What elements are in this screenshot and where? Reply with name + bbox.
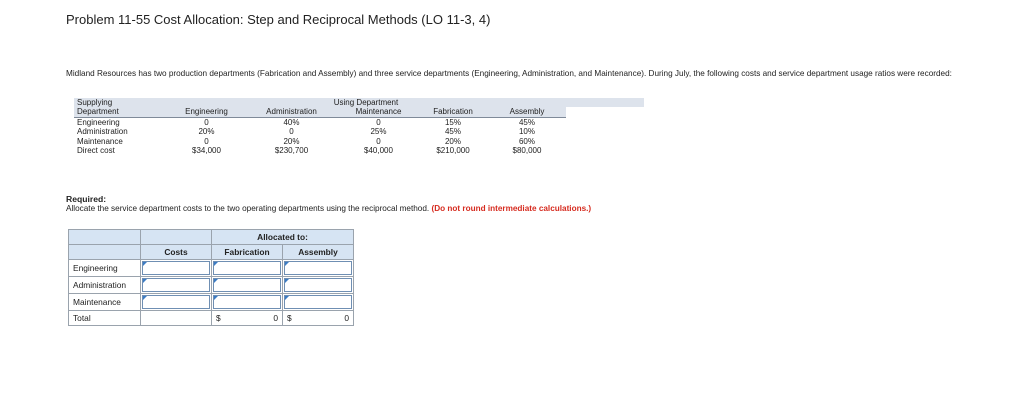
total-fabrication-value: 0 [273, 313, 278, 323]
table-cell: 20% [198, 127, 215, 137]
total-fabrication-currency: $ [216, 313, 221, 323]
table-cell: 0 [376, 136, 381, 146]
assembly-header: Assembly [283, 245, 354, 260]
row-label-administration: Administration [73, 280, 127, 290]
row-label-engineering: Engineering [73, 263, 118, 273]
maintenance-fabrication-input[interactable] [213, 295, 281, 309]
administration-costs-input[interactable] [142, 278, 210, 292]
table-cell: $210,000 [436, 146, 470, 156]
administration-fabrication-input[interactable] [213, 278, 281, 292]
fabrication-header: Fabrication [212, 245, 283, 260]
costs-header: Costs [141, 245, 212, 260]
col-header-maintenance: Maintenance [339, 107, 418, 117]
engineering-assembly-input[interactable] [284, 261, 352, 275]
required-label: Required: [66, 194, 107, 204]
table-cell: 0 [376, 117, 381, 127]
row-label: Direct cost [77, 146, 115, 156]
usage-ratios-table [74, 98, 644, 155]
table-cell: 45% [518, 117, 535, 127]
supplying-header: Supplying [74, 98, 169, 107]
table-row [74, 137, 644, 146]
table-cell: 0 [289, 127, 294, 137]
table-cell: 10% [518, 127, 535, 137]
maintenance-costs-input[interactable] [142, 295, 210, 309]
engineering-costs-input[interactable] [142, 261, 210, 275]
answer-row-total [69, 311, 354, 326]
table-header-row-2 [74, 107, 644, 117]
table-cell: 60% [518, 136, 535, 146]
rounding-note: (Do not round intermediate calculations.) [431, 204, 592, 213]
col-header-administration: Administration [244, 107, 339, 117]
table-cell: 15% [444, 117, 461, 127]
table-cell: $40,000 [364, 146, 393, 156]
table-cell: 0 [204, 136, 209, 146]
table-cell: 45% [444, 127, 461, 137]
answer-header-row-2 [69, 245, 354, 260]
table-cell: $80,000 [512, 146, 542, 156]
table-header-row-1 [74, 98, 644, 107]
problem-intro: Midland Resources has two production departments (Fabrication and Assembly) and three service departments (Engineering, Administration, and Maintenance). During July, the following costs and service department usage ratios were recorded: [66, 69, 952, 78]
col-header-engineering: Engineering [169, 107, 244, 117]
table-cell: 0 [204, 117, 209, 127]
col-header-fabrication: Fabrication [418, 107, 488, 117]
total-assembly-value: 0 [344, 313, 349, 323]
table-row [74, 146, 644, 155]
row-label: Engineering [77, 117, 120, 127]
engineering-fabrication-input[interactable] [213, 261, 281, 275]
answer-row-engineering [69, 260, 354, 277]
table-cell: $34,000 [192, 146, 221, 156]
total-assembly-currency: $ [287, 313, 292, 323]
table-cell: 25% [370, 127, 387, 137]
table-cell: 20% [283, 136, 300, 146]
table-cell: 40% [283, 117, 300, 127]
answer-row-administration [69, 277, 354, 294]
problem-title: Problem 11-55 Cost Allocation: Step and Reciprocal Methods (LO 11-3, 4) [66, 12, 491, 27]
using-department-header: Using Department [244, 98, 488, 107]
col-header-assembly: Assembly [488, 107, 566, 117]
required-text [66, 204, 591, 213]
maintenance-assembly-input[interactable] [284, 295, 352, 309]
department-header: Department [74, 107, 169, 117]
allocation-answer-table [68, 229, 354, 326]
row-label-maintenance: Maintenance [73, 297, 121, 307]
answer-row-maintenance [69, 294, 354, 311]
administration-assembly-input[interactable] [284, 278, 352, 292]
row-label: Administration [77, 127, 128, 137]
total-fabrication [212, 311, 282, 325]
answer-header-row-1 [69, 230, 354, 245]
table-cell: 20% [444, 136, 461, 146]
row-label: Maintenance [77, 136, 123, 146]
allocated-to-header: Allocated to: [212, 230, 354, 245]
table-cell: $230,700 [274, 146, 309, 156]
table-row [74, 127, 644, 136]
required-instruction: Allocate the service department costs to the two operating departments using the reciprocal method. [66, 204, 430, 213]
table-row [74, 117, 644, 127]
row-label-total: Total [73, 313, 91, 323]
total-assembly [283, 311, 353, 325]
